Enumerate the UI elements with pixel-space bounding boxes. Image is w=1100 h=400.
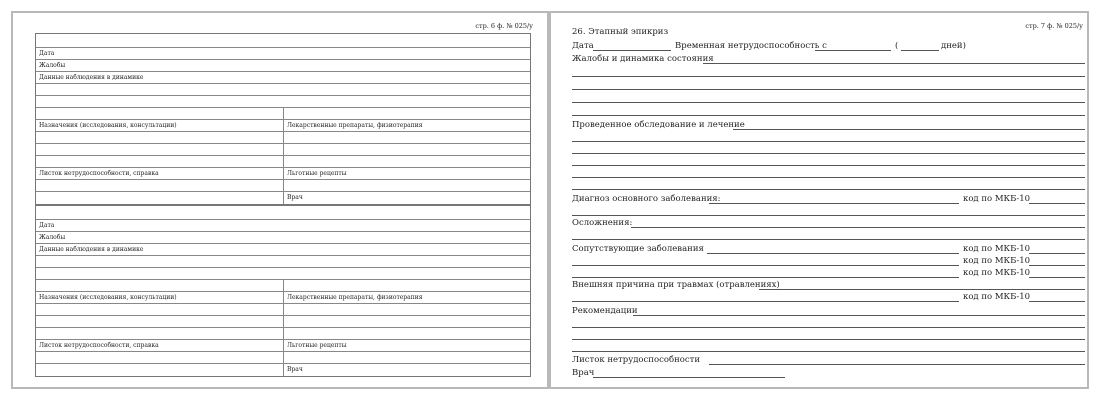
date-field[interactable] — [593, 50, 671, 51]
icd-field[interactable] — [1029, 301, 1085, 302]
complaints-line[interactable] — [572, 89, 1085, 90]
icd-field[interactable] — [1029, 277, 1085, 278]
temp-disability-field[interactable] — [815, 50, 891, 51]
doctor-label: Врач — [572, 368, 595, 378]
comorbidities-field[interactable] — [707, 253, 959, 254]
icd-field[interactable] — [1029, 253, 1085, 254]
column-divider — [283, 107, 284, 204]
external-cause-field[interactable] — [759, 289, 1085, 290]
doctor-field[interactable] — [593, 377, 785, 378]
sick-leave-label: Листок нетрудоспособности — [572, 355, 700, 365]
days-label: дней) — [941, 41, 966, 51]
left-page-header: стр. 6 ф. № 025/у — [475, 22, 533, 30]
visit-block — [35, 205, 531, 377]
days-field[interactable] — [901, 50, 939, 51]
icd-label: код по МКБ-10 — [963, 244, 1031, 254]
sick-leave-field[interactable] — [709, 364, 1085, 365]
form-row-line[interactable] — [36, 47, 530, 48]
complaints-line[interactable] — [572, 115, 1085, 116]
complaints-label: Жалобы и динамика состояния — [572, 54, 714, 64]
form-row-line[interactable] — [36, 83, 530, 84]
recommendations-line[interactable] — [572, 351, 1085, 352]
visit-block — [35, 33, 531, 205]
icd-label: код по МКБ-10 — [963, 194, 1031, 204]
date-label: Дата — [39, 222, 55, 229]
right-page-header: стр. 7 ф. № 025/у — [1025, 22, 1083, 30]
complications-field[interactable] — [631, 227, 1085, 228]
form-row-line[interactable] — [36, 255, 530, 256]
recommendations-line[interactable] — [572, 327, 1085, 328]
main-diagnosis-label: Диагноз основного заболевания: — [572, 194, 721, 204]
doctor-label: Врач — [287, 366, 303, 373]
recommendations-field[interactable] — [633, 315, 1085, 316]
comorbidities-line[interactable] — [572, 265, 959, 266]
form-row-line[interactable] — [36, 219, 530, 220]
column-divider — [283, 279, 284, 376]
doctor-label: Врач — [287, 194, 303, 201]
document-spread — [11, 11, 1089, 389]
external-cause-label: Внешняя причина при травмах (отравлениях) — [572, 280, 780, 290]
complications-label: Осложнения: — [572, 218, 633, 228]
form-row-line[interactable] — [36, 71, 530, 72]
complaints-label: Жалобы — [39, 62, 66, 69]
prescriptions-label: Назначения (исследования, консультации) — [39, 294, 177, 301]
examination-line[interactable] — [572, 177, 1085, 178]
days-open-paren: ( — [895, 41, 899, 51]
preferential-recipes-label: Льготные рецепты — [287, 342, 347, 349]
form-row-line[interactable] — [36, 267, 530, 268]
examination-field[interactable] — [733, 129, 1085, 130]
examination-line[interactable] — [572, 153, 1085, 154]
epicrisis-title: 26. Этапный эпикриз — [572, 27, 669, 37]
examination-label: Проведенное обследование и лечение — [572, 120, 745, 130]
examination-line[interactable] — [572, 141, 1085, 142]
form-row-line[interactable] — [36, 59, 530, 60]
icd-label: код по МКБ-10 — [963, 268, 1031, 278]
icd-label: код по МКБ-10 — [963, 292, 1031, 302]
prescriptions-label: Назначения (исследования, консультации) — [39, 122, 177, 129]
recommendations-line[interactable] — [572, 339, 1085, 340]
complaints-field[interactable] — [703, 63, 1085, 64]
examination-line[interactable] — [572, 189, 1085, 190]
form-row-line[interactable] — [36, 231, 530, 232]
date-label: Дата — [572, 41, 594, 51]
form-row-line[interactable] — [36, 243, 530, 244]
complications-line[interactable] — [572, 239, 1085, 240]
comorbidities-line[interactable] — [572, 277, 959, 278]
observations-label: Данные наблюдения в динамике — [39, 74, 144, 81]
form-row-line[interactable] — [36, 95, 530, 96]
date-label: Дата — [39, 50, 55, 57]
external-cause-line[interactable] — [572, 301, 959, 302]
main-diagnosis-field[interactable] — [709, 203, 959, 204]
medications-label: Лекарственные препараты, физиотерапия — [287, 122, 423, 129]
medications-label: Лекарственные препараты, физиотерапия — [287, 294, 423, 301]
sick-leave-label: Листок нетрудоспособности, справка — [39, 170, 159, 177]
complaints-label: Жалобы — [39, 234, 66, 241]
icd-label: код по МКБ-10 — [963, 256, 1031, 266]
icd-field[interactable] — [1029, 203, 1085, 204]
icd-field[interactable] — [1029, 265, 1085, 266]
temp-disability-label: Временная нетрудоспособность с — [675, 41, 827, 51]
sick-leave-label: Листок нетрудоспособности, справка — [39, 342, 159, 349]
preferential-recipes-label: Льготные рецепты — [287, 170, 347, 177]
diagnosis-line[interactable] — [572, 215, 1085, 216]
complaints-line[interactable] — [572, 102, 1085, 103]
right-page — [551, 13, 1087, 387]
recommendations-label: Рекомендации — [572, 306, 638, 316]
left-page — [13, 13, 547, 387]
complaints-line[interactable] — [572, 76, 1085, 77]
examination-line[interactable] — [572, 165, 1085, 166]
comorbidities-label: Сопутствующие заболевания — [572, 244, 704, 254]
observations-label: Данные наблюдения в динамике — [39, 246, 144, 253]
